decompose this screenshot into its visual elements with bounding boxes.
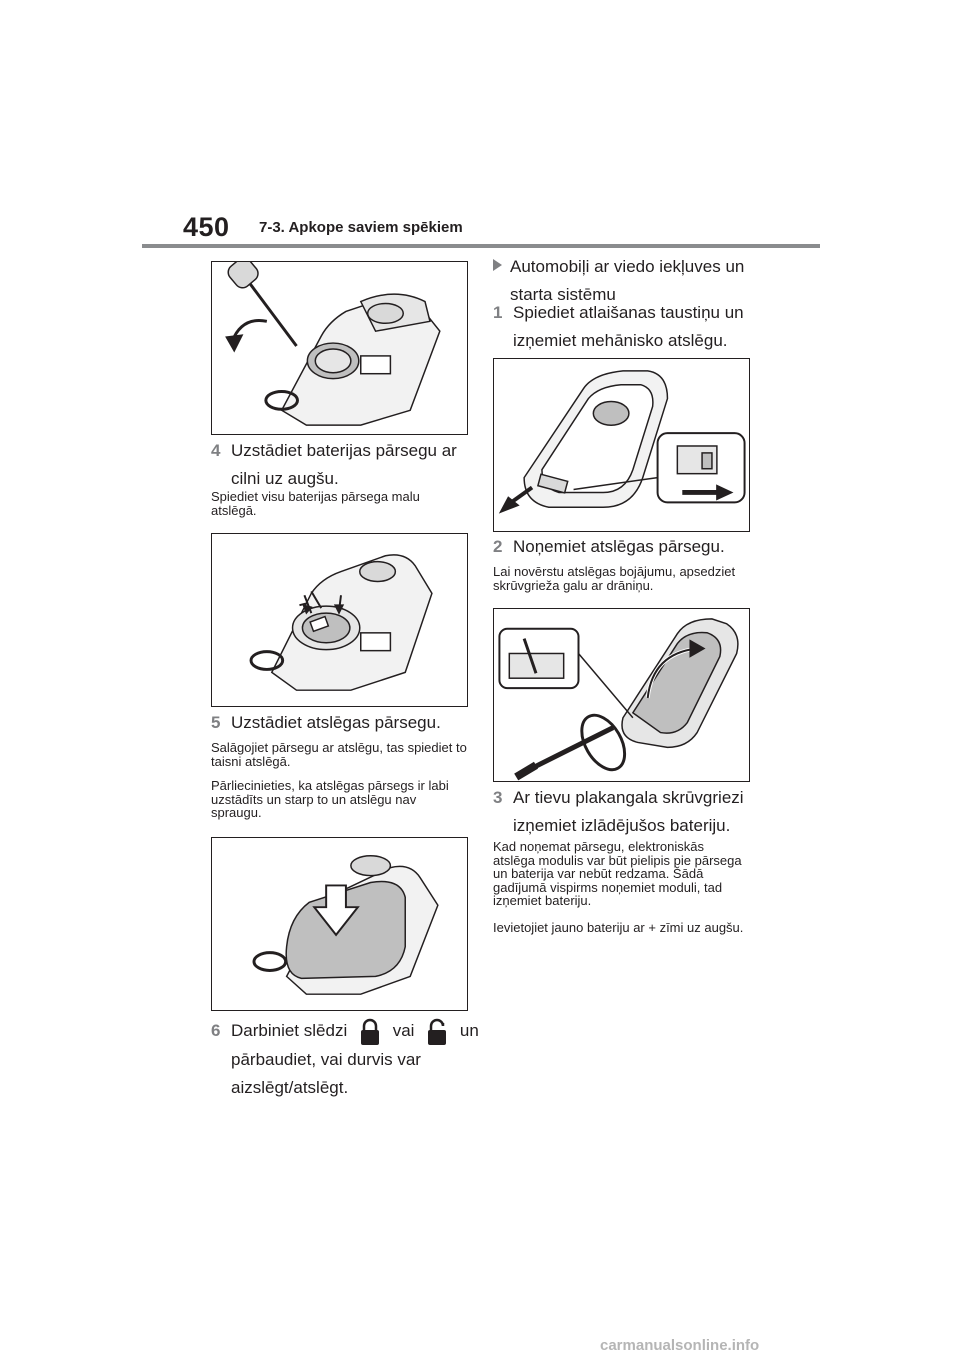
note-step-3b: Ievietojiet jauno bateriju ar + zīmi uz augšu. xyxy=(493,920,744,935)
figure-battery-cover xyxy=(211,533,468,707)
step-3: 3 Ar tievu plakangala skrūvgriezi izņemiet izlādējušos bateriju. xyxy=(493,788,744,835)
step-4: 4 Uzstādiet baterijas pārsegu ar cilni uz augšu. xyxy=(211,441,457,488)
note-step-5b: Pārliecinieties, ka atslēgas pārsegs ir labi uzstādīts un starp to un atslēgu nav spraugu. xyxy=(211,778,449,820)
watermark: carmanualsonline.info xyxy=(600,1337,760,1354)
header-rule xyxy=(142,244,820,248)
figure-key-cover xyxy=(211,837,468,1011)
figure-cover-removal xyxy=(493,608,750,782)
step-5: 5 Uzstādiet atslēgas pārsegu. xyxy=(211,713,441,732)
figure-mechanical-key xyxy=(493,358,750,532)
step-1: 1 Spiediet atlaišanas taustiņu un izņemiet mehānisko atslēgu. xyxy=(493,303,744,350)
page-number: 450 xyxy=(183,212,230,242)
note-step-2: Lai novērstu atslēgas bojājumu, apsedziet skrūvgrieža galu ar drāniņu. xyxy=(493,564,736,593)
unlock-icon xyxy=(425,1018,449,1046)
section-title: 7-3. Apkope saviem spēkiem xyxy=(259,219,463,236)
step-6: 6 Darbiniet slēdzi vai un pārbaudiet, vai durvis var aizslēgt/atslēgt. xyxy=(211,1017,481,1102)
note-step-4: Spiediet visu baterijas pārsega malu atslēgā. xyxy=(211,489,420,518)
triangle-bullet-icon xyxy=(493,259,502,271)
vehicle-type-bullet: Automobiļi ar viedo iekļuves un starta sistēmu xyxy=(493,253,763,309)
step-2: 2 Noņemiet atslēgas pārsegu. xyxy=(493,537,725,556)
note-step-3a: Kad noņemat pārsegu, elektroniskās atslēga modulis var būt pielipis pie pārsega un baterija var nebūt redzama. Šādā gadījumā vispirms noņemiet moduli, tad izņemiet bateriju. xyxy=(493,839,742,908)
note-step-5a: Salāgojiet pārsegu ar atslēgu, tas spiediet to taisni atslēgā. xyxy=(211,740,467,769)
figure-battery-removal xyxy=(211,261,468,435)
lock-icon xyxy=(358,1018,382,1046)
